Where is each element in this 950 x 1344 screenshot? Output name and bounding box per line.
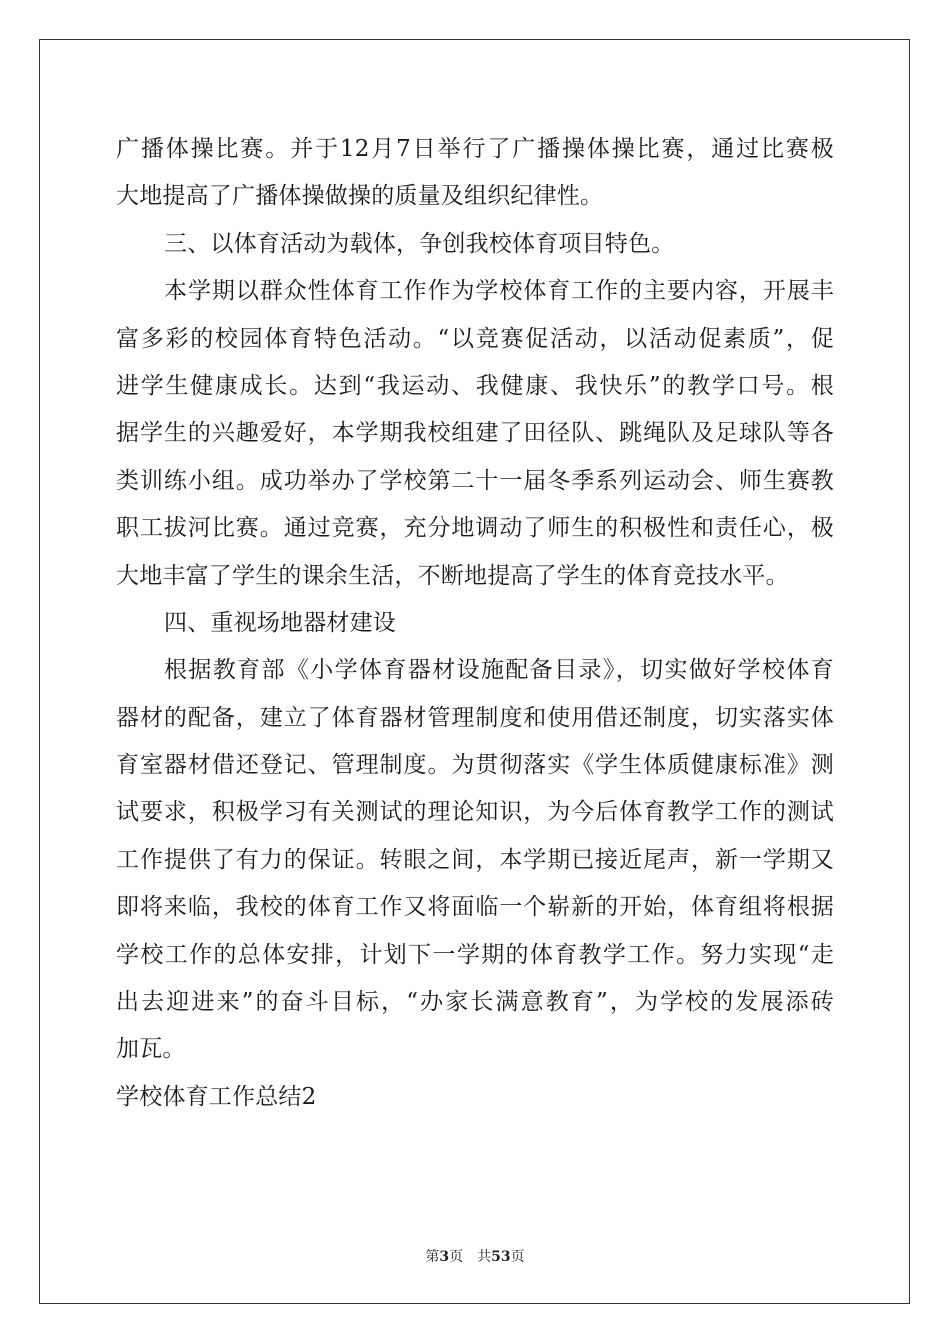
paragraph-line: 加瓦。	[116, 1036, 186, 1063]
footer-total-unit: 页	[510, 1249, 525, 1265]
paragraph-line: 本学期以群众性体育工作作为学校体育工作的主要内容，开展丰	[164, 278, 834, 305]
paragraph-line: 大地丰富了学生的课余生活，不断地提高了学生的体育竞技水平。	[116, 562, 789, 589]
paragraph-line: 育室器材借还登记、管理制度。为贯彻落实《学生体质健康标准》测	[116, 752, 834, 779]
total-page-count: 53	[491, 1249, 511, 1265]
paragraph-line: 根据教育部《小学体育器材设施配备目录》，切实做好学校体育	[164, 657, 834, 684]
footer-prefix: 第	[425, 1249, 440, 1265]
paragraph-line: 器材的配备，建立了体育器材管理制度和使用借还制度，切实落实体	[116, 704, 834, 731]
paragraph-line: 工作提供了有力的保证。转眼之间，本学期已接近尾声，新一学期又	[116, 846, 834, 873]
paragraph-line: 大地提高了广播体操做操的质量及组织纪律性。	[116, 183, 604, 210]
footer-total-prefix: 共	[477, 1249, 492, 1265]
paragraph-line: 富多彩的校园体育特色活动。“以竞赛促活动，以活动促素质”，促	[116, 325, 834, 352]
section-heading: 三、以体育活动为载体，争创我校体育项目特色。	[164, 230, 675, 257]
paragraph-line: 试要求，积极学习有关测试的理论知识，为今后体育教学工作的测试	[116, 799, 834, 826]
current-page-number: 3	[439, 1249, 450, 1265]
paragraph-line: 广播体操比赛。并于12月7日举行了广播操体操比赛，通过比赛极	[116, 136, 834, 162]
page-footer	[0, 1247, 950, 1267]
paragraph-line: 进学生健康成长。达到“我运动、我健康、我快乐”的教学口号。根	[116, 372, 834, 399]
paragraph-line: 据学生的兴趣爱好，本学期我校组建了田径队、跳绳队及足球队等各	[116, 420, 834, 447]
paragraph-line: 类训练小组。成功举办了学校第二十一届冬季系列运动会、师生赛教	[116, 467, 834, 494]
paragraph-line: 即将来临，我校的体育工作又将面临一个崭新的开始，体育组将根据	[116, 894, 834, 921]
document-body	[116, 126, 834, 1121]
paragraph-line: 职工拔河比赛。通过竞赛，充分地调动了师生的积极性和责任心，极	[116, 515, 834, 542]
paragraph-line: 出去迎进来”的奋斗目标，“办家长满意教育”，为学校的发展添砖	[116, 989, 834, 1016]
footer-page-unit: 页	[449, 1249, 464, 1265]
paragraph-line: 学校工作的总体安排，计划下一学期的体育教学工作。努力实现“走	[116, 941, 834, 968]
section-heading: 四、重视场地器材建设	[164, 609, 396, 636]
document-title: 学校体育工作总结2	[116, 1083, 317, 1110]
